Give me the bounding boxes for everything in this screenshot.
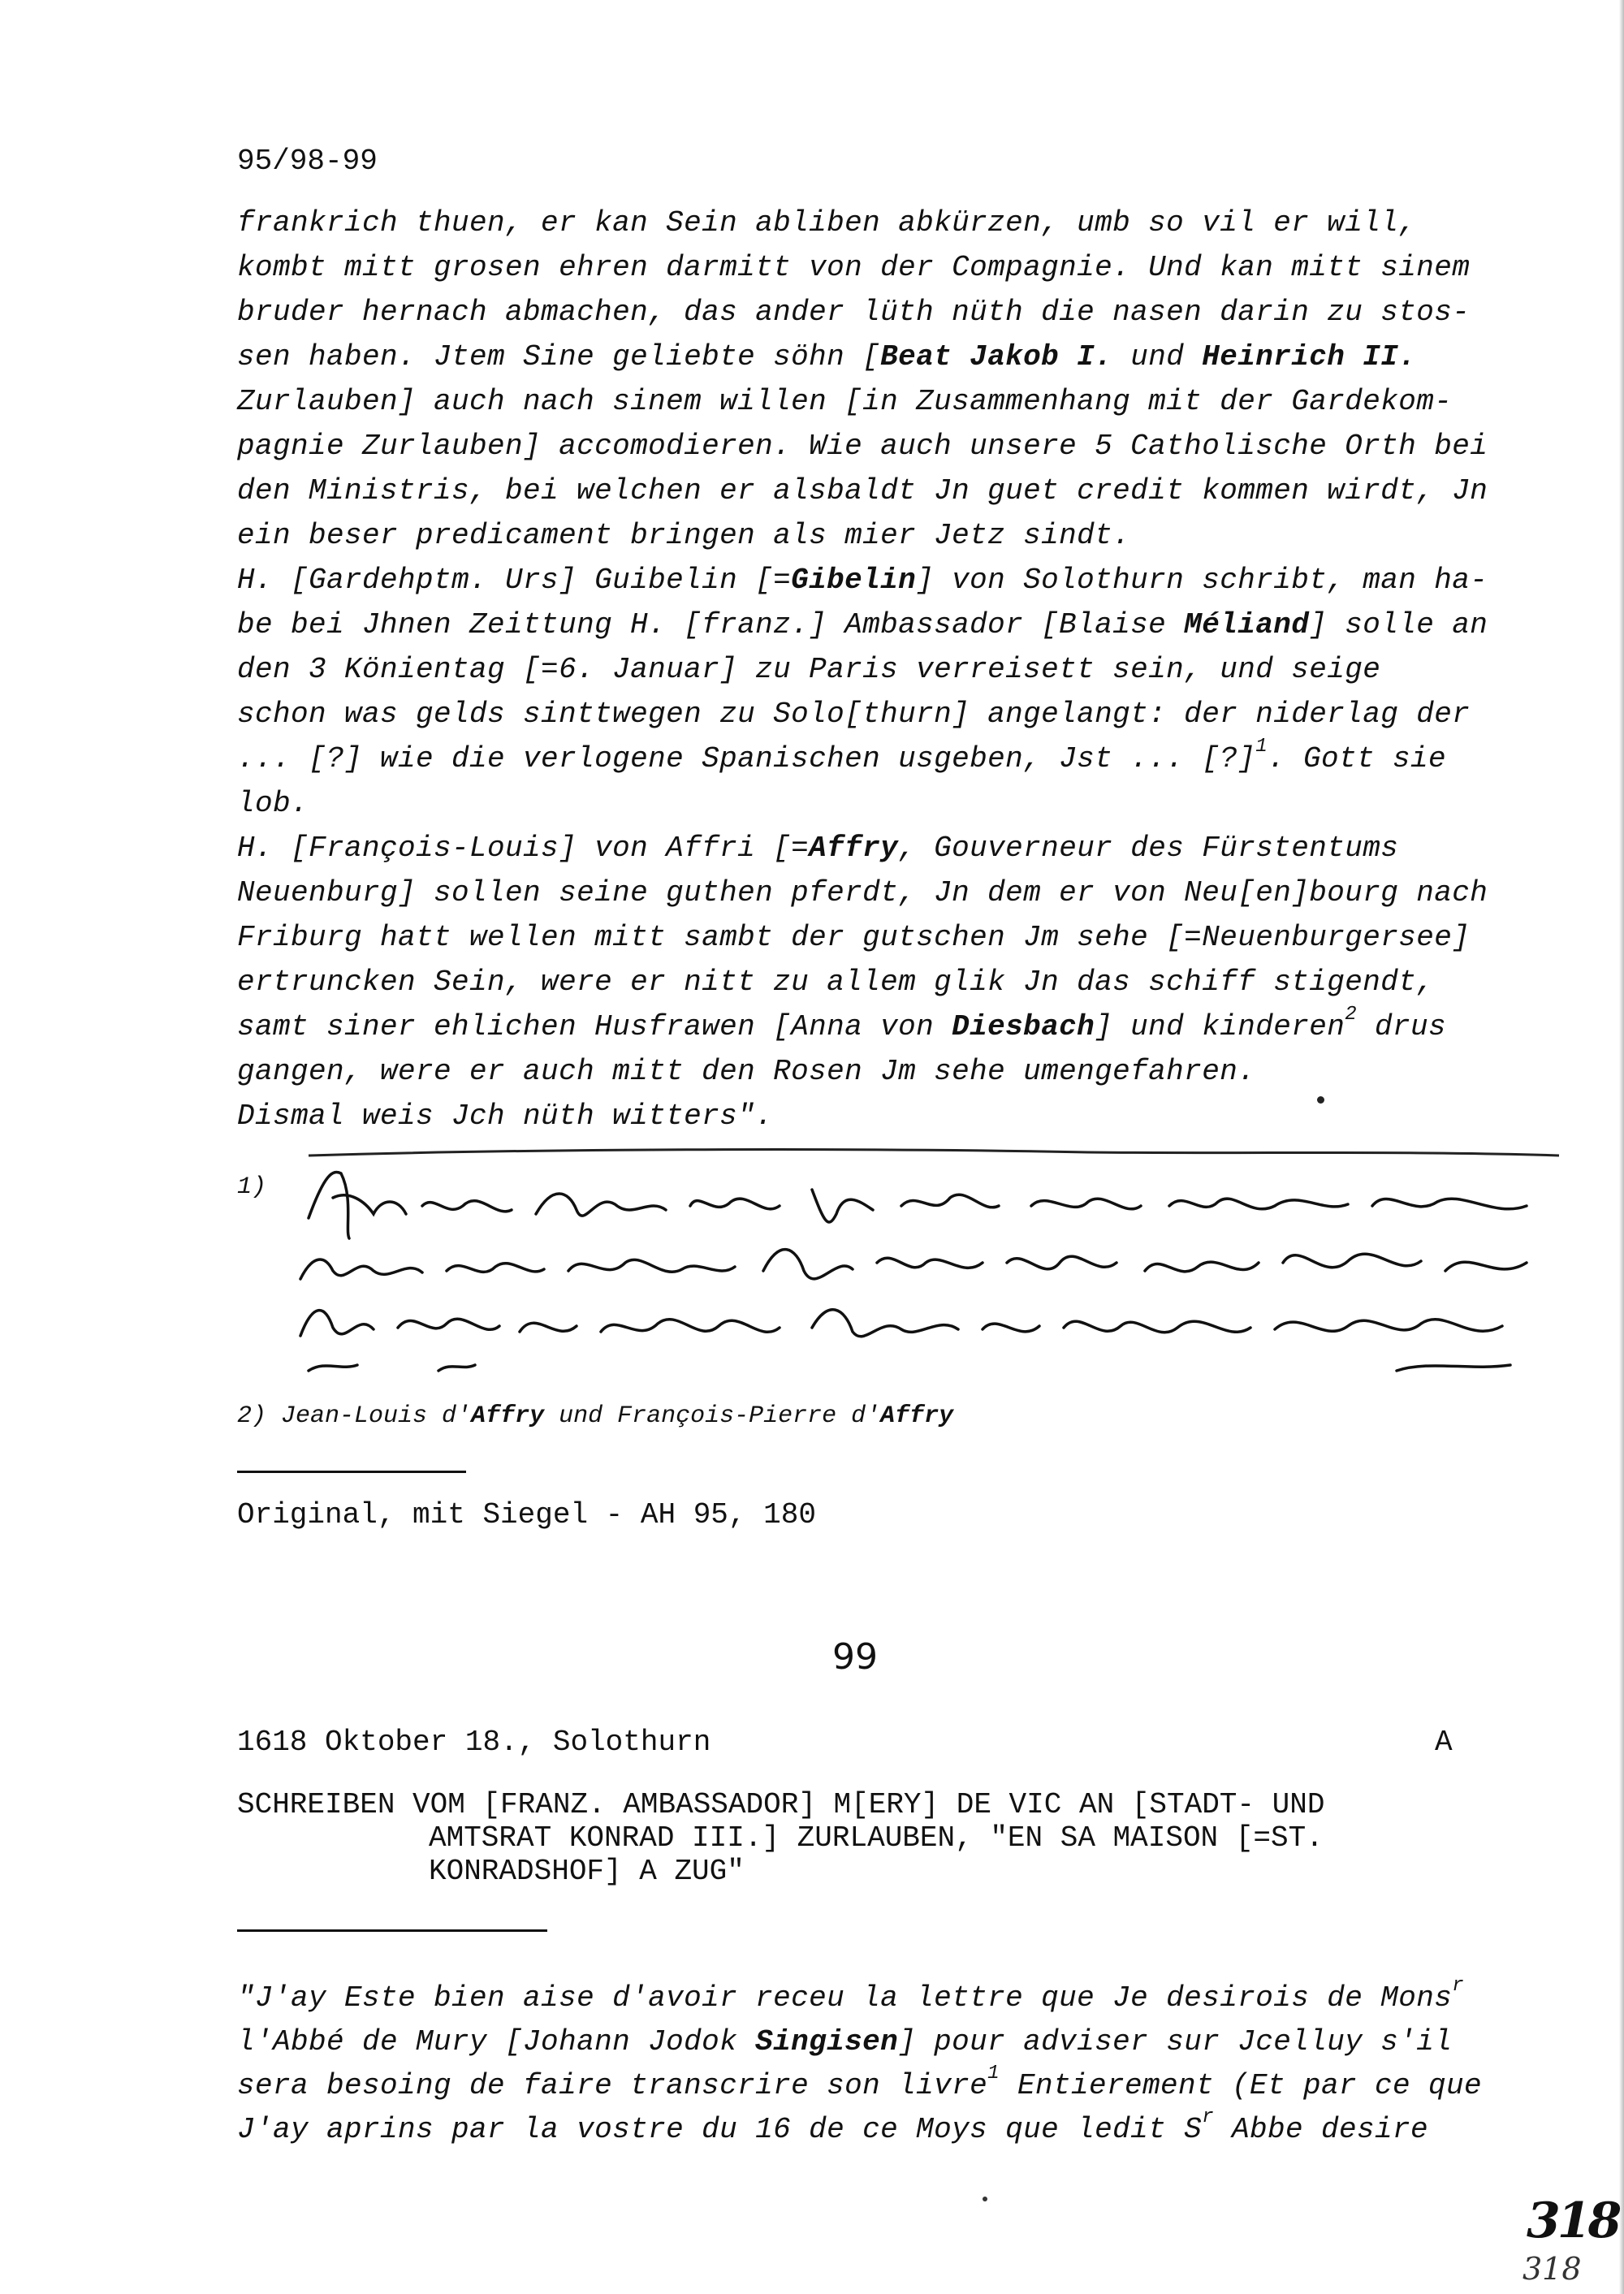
footnote-marker: 2 <box>1345 1004 1358 1026</box>
document-number: 99 <box>832 1636 878 1678</box>
person-name: Singisen <box>755 2025 899 2059</box>
separator-rule <box>237 1929 547 1932</box>
text-line: l'Abbé de Mury [Johann Jodok Singisen] pour adviser sur Jcelluy s'il <box>237 2025 1453 2059</box>
text-line: "J'ay Este bien aise d'avoir receu la lettre que Je desirois de Mons$^r$ <box>237 1975 1465 2015</box>
person-name: Gibelin <box>791 564 917 597</box>
text-line: Dismal weis Jch nüth witters". <box>237 1099 774 1133</box>
scan-edge <box>1619 0 1624 2294</box>
document-date: 1618 Oktober 18., Solothurn <box>237 1726 711 1759</box>
document-title-line: KONRADSHOF] A ZUG" <box>429 1855 745 1888</box>
text-line: sen haben. Jtem Sine geliebte söhn [Beat Jakob I. und Heinrich II. <box>237 340 1417 374</box>
separator-rule <box>237 1471 466 1473</box>
document-title-line: AMTSRAT KONRAD III.] ZURLAUBEN, "EN SA MAISON [=ST. <box>429 1821 1324 1855</box>
text-line: bruder hernach abmachen, das ander lüth nüth die nasen darin zu stos- <box>237 296 1471 329</box>
text-line: frankrich thuen, er kan Sein abliben abkürzen, umb so vil er will, <box>237 206 1417 240</box>
text-line: Neuenburg] sollen seine guthen pferdt, Jn dem er von Neu[en]bourg nach <box>237 876 1488 909</box>
page-stamp: 318 <box>1527 2192 1619 2249</box>
text-line: den Ministris, bei welchen er alsbaldt Jn guet credit kommen wirdt, Jn <box>237 474 1488 508</box>
page-stamp-secondary: 318 <box>1522 2251 1582 2287</box>
speck-mark <box>983 2197 987 2201</box>
footnote-marker: 1 <box>1255 736 1268 758</box>
text-line: J'ay aprins par la vostre du 16 de ce Moys que ledit $S^r$ Abbe desire <box>237 2106 1429 2146</box>
document-title-line: SCHREIBEN VOM [FRANZ. AMBASSADOR] M[ERY] DE VIC AN [STADT- UND <box>237 1788 1325 1821</box>
person-name: Affry <box>471 1402 545 1430</box>
text-line: ein beser predicament bringen als mier Jetz sindt. <box>237 519 1131 552</box>
text-line: be bei Jhnen Zeittung H. [franz.] Ambassador [Blaise Méliand] solle an <box>237 608 1488 642</box>
text-line: Zurlauben] auch nach sinem willen [in Zusammenhang mit der Gardekom- <box>237 385 1453 418</box>
source-note: Original, mit Siegel - AH 95, 180 <box>237 1498 816 1531</box>
person-name: Méliand <box>1184 608 1310 642</box>
handwriting-facsimile <box>276 1141 1575 1372</box>
document-type: A <box>1435 1726 1453 1759</box>
text-line: pagnie Zurlauben] accomodieren. Wie auch unsere 5 Catholische Orth bei <box>237 430 1488 463</box>
person-name: Heinrich II. <box>1202 340 1417 374</box>
person-name: Beat Jakob I. <box>880 340 1113 374</box>
text-line: lob. <box>237 787 309 820</box>
footnote-2: 2) Jean-Louis d'Affry und François-Pierre d'Affry <box>237 1402 954 1430</box>
text-line: Friburg hatt wellen mitt sambt der gutschen Jm sehe [=Neuenburgersee] <box>237 921 1471 954</box>
person-name: Affry <box>880 1402 954 1430</box>
text-line: sera besoing de faire transcrire son livre$^1$ Entierement (Et par ce que <box>237 2063 1483 2102</box>
text-line: gangen, were er auch mitt den Rosen Jm sehe umengefahren. <box>237 1055 1256 1088</box>
superscript: r <box>1202 2106 1215 2128</box>
text-line: ... [?] wie die verlogene Spanischen usgeben, Jst ... [?]$^1$. Gott sie <box>237 736 1447 775</box>
text-line: den 3 Könientag [=6. Januar] zu Paris verreisett sein, und seige <box>237 653 1381 686</box>
text-line: ertruncken Sein, were er nitt zu allem glik Jn das schiff stigendt, <box>237 966 1435 999</box>
text-line: schon was gelds sinttwegen zu Solo[thurn] angelangt: der niderlag der <box>237 698 1471 731</box>
text-line: H. [François-Louis] von Affri [=Affry, Gouverneur des Fürstentums <box>237 832 1399 865</box>
text-line: H. [Gardehptm. Urs] Guibelin [=Gibelin] von Solothurn schribt, man ha- <box>237 564 1488 597</box>
superscript: r <box>1452 1975 1465 1997</box>
footnote-marker: 1 <box>987 2063 1000 2084</box>
speck-mark <box>1317 1096 1324 1104</box>
text-line: samt siner ehlichen Husfrawen [Anna von Diesbach] und kinderen$^2$ drus <box>237 1004 1447 1043</box>
person-name: Affry <box>809 832 899 865</box>
footnote-1-label: 1) <box>237 1173 267 1201</box>
page-reference: 95/98-99 <box>237 145 378 178</box>
text-line: kombt mitt grosen ehren darmitt von der Compagnie. Und kan mitt sinem <box>237 251 1471 284</box>
person-name: Diesbach <box>952 1010 1095 1043</box>
